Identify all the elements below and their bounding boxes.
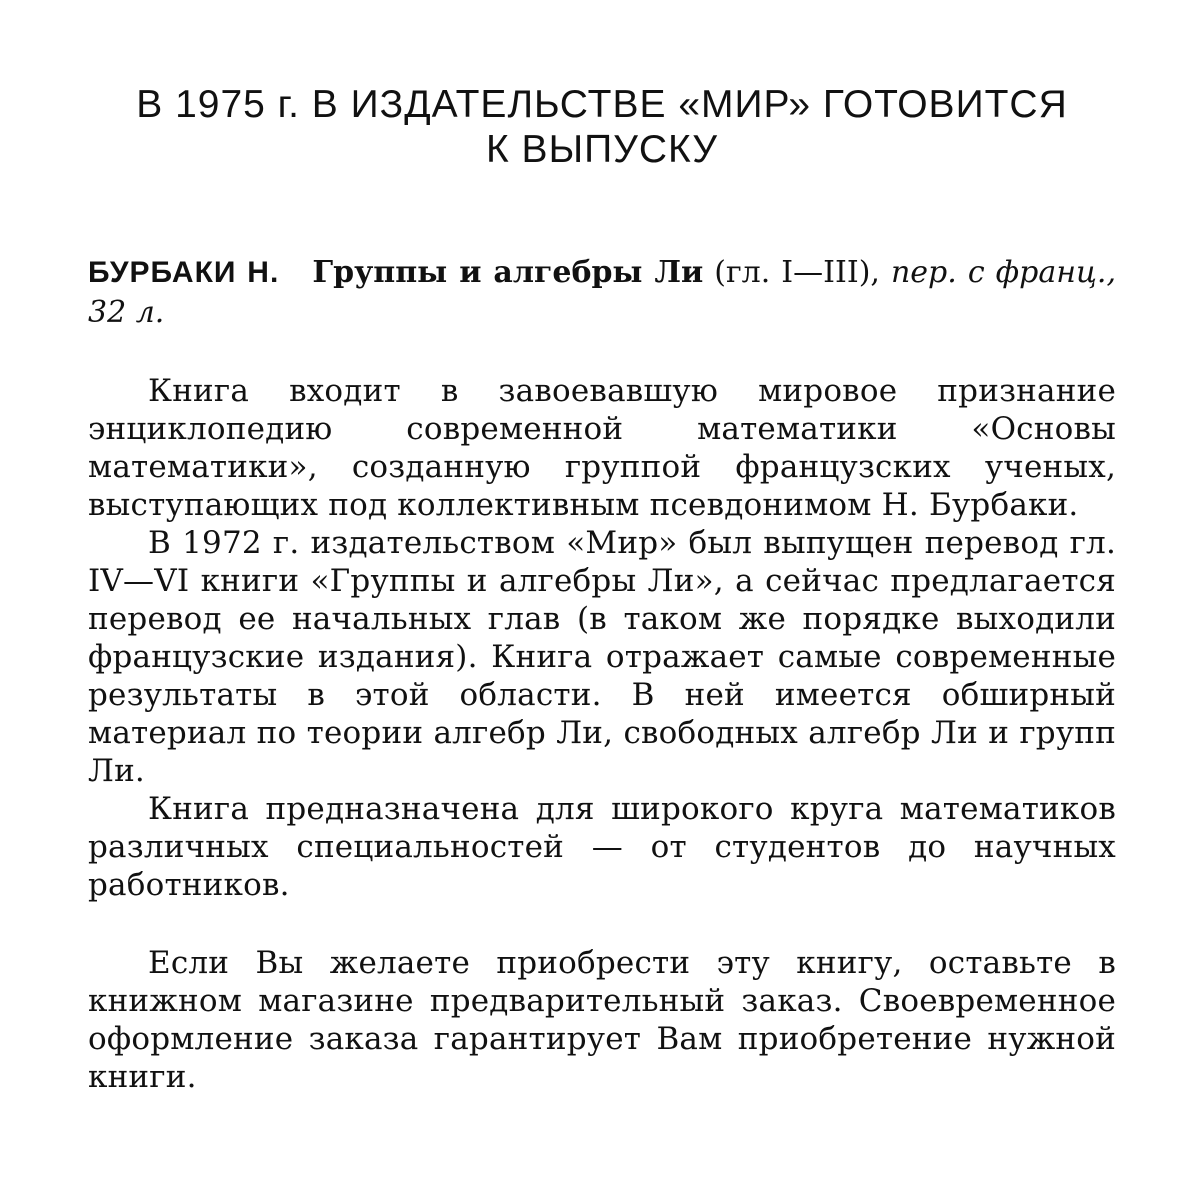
book-title: Группы и алгебры Ли (312, 255, 704, 290)
book-description (88, 372, 1116, 904)
order-note (88, 944, 1116, 1096)
description-paragraph: Книга предназначена для широкого круга математиков различных специальностей — от студентов до научных работников. (88, 791, 1116, 903)
announcement-heading (88, 82, 1116, 172)
heading-line-2: К ВЫПУСКУ (486, 128, 718, 171)
description-paragraph: В 1972 г. издательством «Мир» был выпущен перевод гл. IV—VI книги «Группы и алгебры Ли», а сейчас предлагается перевод ее начальных глав (в таком же порядке выходили французские издания). Книга отражает самые современные результаты в этой области. В ней имеется обширный материал по теории алгебр Ли, свободных алгебр Ли и групп Ли. (88, 525, 1116, 789)
book-chapters: (гл. I—III), (714, 255, 880, 290)
description-paragraph: Книга входит в завоевавшую мировое признание энциклопедию современной математики «Основы математики», созданную группой французских ученых, выступающих под коллективным псевдонимом Н. Бурбаки. (88, 373, 1116, 523)
order-note-paragraph: Если Вы желаете приобрести эту книгу, оставьте в книжном магазине предварительный заказ. Своевременное оформление заказа гарантирует Вам приобретение нужной книги. (88, 945, 1116, 1095)
book-author: БУРБАКИ Н. (88, 256, 280, 289)
page (88, 0, 1116, 1189)
heading-line-1: В 1975 г. В ИЗДАТЕЛЬСТВЕ «МИР» ГОТОВИТСЯ (136, 83, 1068, 126)
book-translation-info: пер. с франц., 32 л. (88, 255, 1116, 330)
book-entry (88, 253, 1116, 333)
